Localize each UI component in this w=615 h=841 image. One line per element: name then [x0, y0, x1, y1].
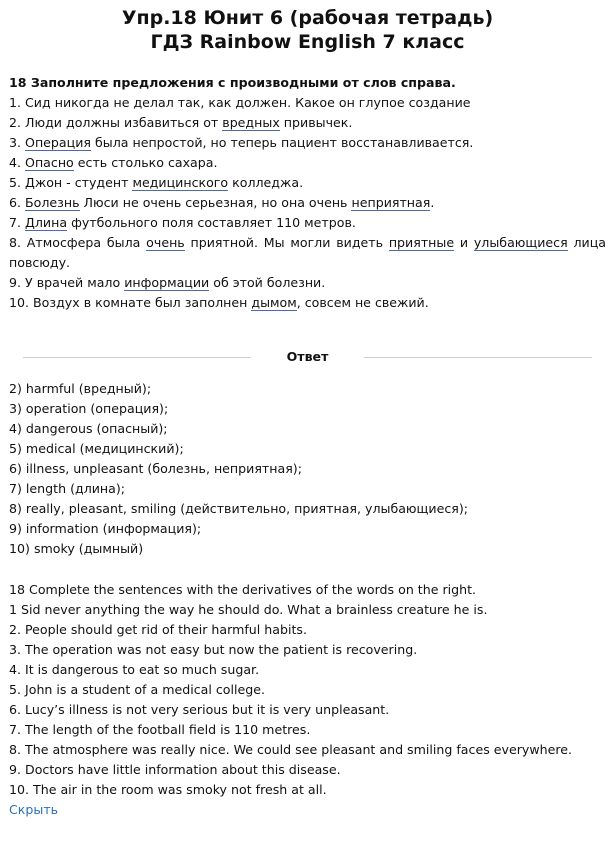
underlined-word: неприятная	[351, 195, 431, 210]
divider-rule-right	[364, 357, 592, 358]
answer-item: 8) really, pleasant, smiling (действительно, приятная, улыбающиеся);	[9, 501, 468, 516]
title-line-2: ГДЗ Rainbow English 7 класс	[150, 31, 465, 53]
english-sentence: 9. Doctors have little information about this disease.	[9, 762, 341, 777]
task-sentence-7: 7. Длина футбольного поля составляет 110 метров.	[9, 215, 356, 230]
english-sentence: 6. Lucy’s illness is not very serious but it is very unpleasant.	[9, 702, 390, 717]
underlined-word: вредных	[222, 115, 280, 130]
underlined-word: очень	[146, 235, 185, 250]
hide-link[interactable]: Скрыть	[9, 802, 59, 817]
english-sentence: 3. The operation was not easy but now the patient is recovering.	[9, 642, 418, 657]
underlined-word: медицинского	[132, 175, 229, 190]
task-sentence-10: 10. Воздух в комнате был заполнен дымом, совсем не свежий.	[9, 295, 429, 310]
english-sentence: 2. People should get rid of their harmful habits.	[9, 622, 307, 637]
answer-item: 3) operation (операция);	[9, 401, 169, 416]
english-heading: 18 Complete the sentences with the derivatives of the words on the right.	[9, 582, 477, 597]
underlined-word: улыбающиеся	[473, 235, 568, 250]
answer-divider	[9, 347, 606, 367]
task-sentence-9: 9. У врачей мало информации об этой болезни.	[9, 275, 326, 290]
english-sentence: 8. The atmosphere was really nice. We could see pleasant and smiling faces everywhere.	[9, 742, 573, 757]
underlined-word: Длина	[25, 215, 68, 230]
task-sentence-1: 1. Сид никогда не делал так, как должен. Какое он глупое создание	[9, 95, 471, 110]
answer-item: 7) length (длина);	[9, 481, 126, 496]
answer-item: 5) medical (медицинский);	[9, 441, 184, 456]
task-sentence-2: 2. Люди должны избавиться от вредных привычек.	[9, 115, 353, 130]
answer-item: 10) smoky (дымный)	[9, 541, 144, 556]
english-sentence: 5. John is a student of a medical college.	[9, 682, 265, 697]
answer-item: 4) dangerous (опасный);	[9, 421, 168, 436]
title-line-1: Упр.18 Юнит 6 (рабочая тетрадь)	[121, 7, 494, 29]
page-title	[0, 0, 615, 54]
english-sentence: 4. It is dangerous to eat so much sugar.	[9, 662, 260, 677]
underlined-word: информации	[124, 275, 210, 290]
answer-item: 2) harmful (вредный);	[9, 381, 152, 396]
exercise-content	[0, 73, 615, 820]
task-sentence-4: 4. Опасно есть столько сахара.	[9, 155, 218, 170]
underlined-word: дымом	[251, 295, 297, 310]
task-sentence-3: 3. Операция была непростой, но теперь пациент восстанавливается.	[9, 135, 474, 150]
task-heading: 18 Заполните предложения с производными от слов справа.	[9, 75, 456, 90]
task-sentence-6: 6. Болезнь Люси не очень серьезная, но она очень неприятная.	[9, 195, 435, 210]
underlined-word: Болезнь	[25, 195, 80, 210]
underlined-word: приятные	[388, 235, 455, 250]
task-sentence-5: 5. Джон - студент медицинского колледжа.	[9, 175, 304, 190]
english-sentence: 7. The length of the football field is 110 metres.	[9, 722, 311, 737]
english-sentence: 10. The air in the room was smoky not fresh at all.	[9, 782, 327, 797]
english-translation	[9, 580, 606, 800]
underlined-word: Операция	[25, 135, 91, 150]
answers-list	[9, 379, 606, 559]
answer-item: 6) illness, unpleasant (болезнь, неприятная);	[9, 461, 302, 476]
task-sentence-8: 8. Атмосфера была очень приятной. Мы могли видеть приятные и улыбающиеся лица повсюду.	[9, 235, 606, 270]
english-sentence: 1 Sid never anything the way he should do. What a brainless creature he is.	[9, 602, 488, 617]
answer-label: Ответ	[286, 349, 329, 364]
divider-rule-left	[23, 357, 251, 358]
answer-item: 9) information (информация);	[9, 521, 202, 536]
underlined-word: Опасно	[25, 155, 74, 170]
